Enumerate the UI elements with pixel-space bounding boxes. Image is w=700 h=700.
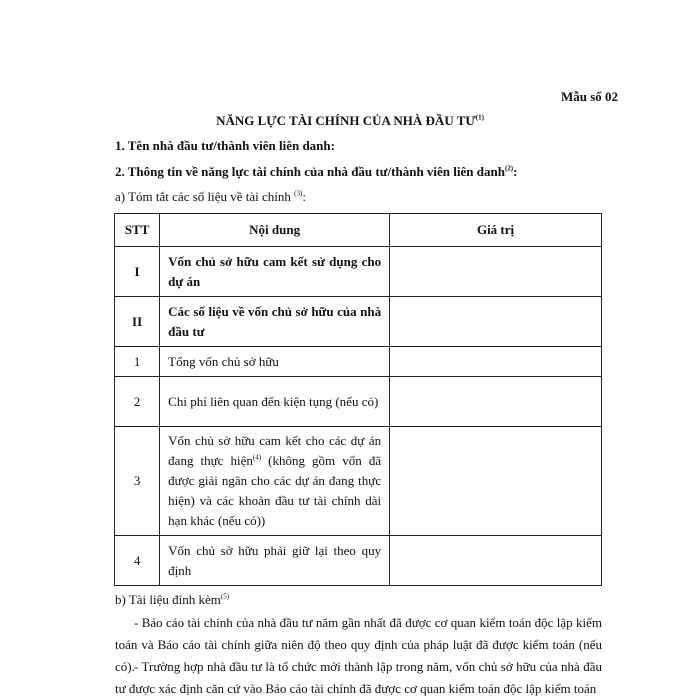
row-stt: 2	[115, 377, 160, 427]
row-content: Tổng vốn chủ sở hữu	[160, 347, 390, 377]
row-value	[390, 427, 602, 536]
row-stt: II	[115, 297, 160, 347]
section-2-footnote-ref: (2)	[504, 164, 514, 173]
header-stt: STT	[115, 214, 160, 247]
row-stt: 3	[115, 427, 160, 536]
row-content: Chi phí liên quan đến kiện tụng (nếu có)	[160, 377, 390, 427]
row-footnote-ref: (4)	[252, 453, 262, 462]
attachment-paragraph-1: - Báo cáo tài chính của nhà đầu tư năm gần nhất đã được cơ quan kiểm toán độc lập kiểm toán và Báo cáo tài chính giữa niên độ theo quy định của pháp luật đã được kiểm toán (nếu có).	[115, 615, 602, 674]
row-stt: I	[115, 247, 160, 297]
header-content: Nội dung	[160, 214, 390, 247]
row-content-part-b: (không gồm vốn đã được giải ngân cho các dự án đang thực hiện) và các khoản đầu tư tài chính dài hạn khác (nếu có))	[168, 453, 382, 528]
subsection-a-footnote-ref: (3)	[294, 189, 303, 198]
section-2-heading	[115, 164, 517, 180]
attachment-paragraph-2: - Trường hợp nhà đầu tư là tổ chức mới thành lập trong năm, vốn chủ sở hữu của nhà đầu tư được xác định căn cứ vào Báo cáo tài chính đã được cơ quan kiểm toán độc lập kiểm toán	[115, 659, 602, 696]
row-stt: 4	[115, 536, 160, 586]
row-value	[390, 377, 602, 427]
table-header-row	[115, 214, 602, 247]
row-value	[390, 247, 602, 297]
row-stt: 1	[115, 347, 160, 377]
table-row	[115, 297, 602, 347]
row-value	[390, 297, 602, 347]
section-1-heading: 1. Tên nhà đầu tư/thành viên liên danh:	[115, 138, 335, 153]
row-content: Các số liệu về vốn chủ sở hữu của nhà đầu tư	[160, 297, 390, 347]
subsection-b-footnote-ref: (5)	[220, 592, 230, 601]
table-row	[115, 377, 602, 427]
table-row	[115, 347, 602, 377]
section-2-text: 2. Thông tin về năng lực tài chính của nhà đầu tư/thành viên liên danh	[115, 164, 505, 179]
row-content	[160, 427, 390, 536]
header-value: Giá trị	[390, 214, 602, 247]
subsection-a-heading	[115, 189, 306, 205]
title-footnote-ref: (1)	[475, 113, 484, 122]
subsection-b-text: b) Tài liệu đính kèm	[115, 592, 221, 607]
table-row	[115, 247, 602, 297]
title-text: NĂNG LỰC TÀI CHÍNH CỦA NHÀ ĐẦU TƯ	[216, 113, 476, 128]
subsection-a-text: a) Tóm tắt các số liệu về tài chính	[115, 189, 291, 204]
subsection-a-colon: :	[302, 189, 306, 204]
subsection-b-heading	[115, 592, 229, 608]
row-content: Vốn chủ sở hữu phải giữ lại theo quy định	[160, 536, 390, 586]
table-row	[115, 536, 602, 586]
financial-summary-table	[114, 213, 602, 586]
table-row	[115, 427, 602, 536]
form-number: Mẫu số 02	[560, 89, 618, 104]
row-value	[390, 347, 602, 377]
document-title	[0, 113, 700, 129]
row-content-part-a: Vốn chủ sở hữu cam kết cho các dự án đang thực hiện	[168, 433, 382, 468]
row-value	[390, 536, 602, 586]
section-2-colon: :	[513, 164, 518, 179]
row-content: Vốn chủ sở hữu cam kết sử dụng cho dự án	[160, 247, 390, 297]
